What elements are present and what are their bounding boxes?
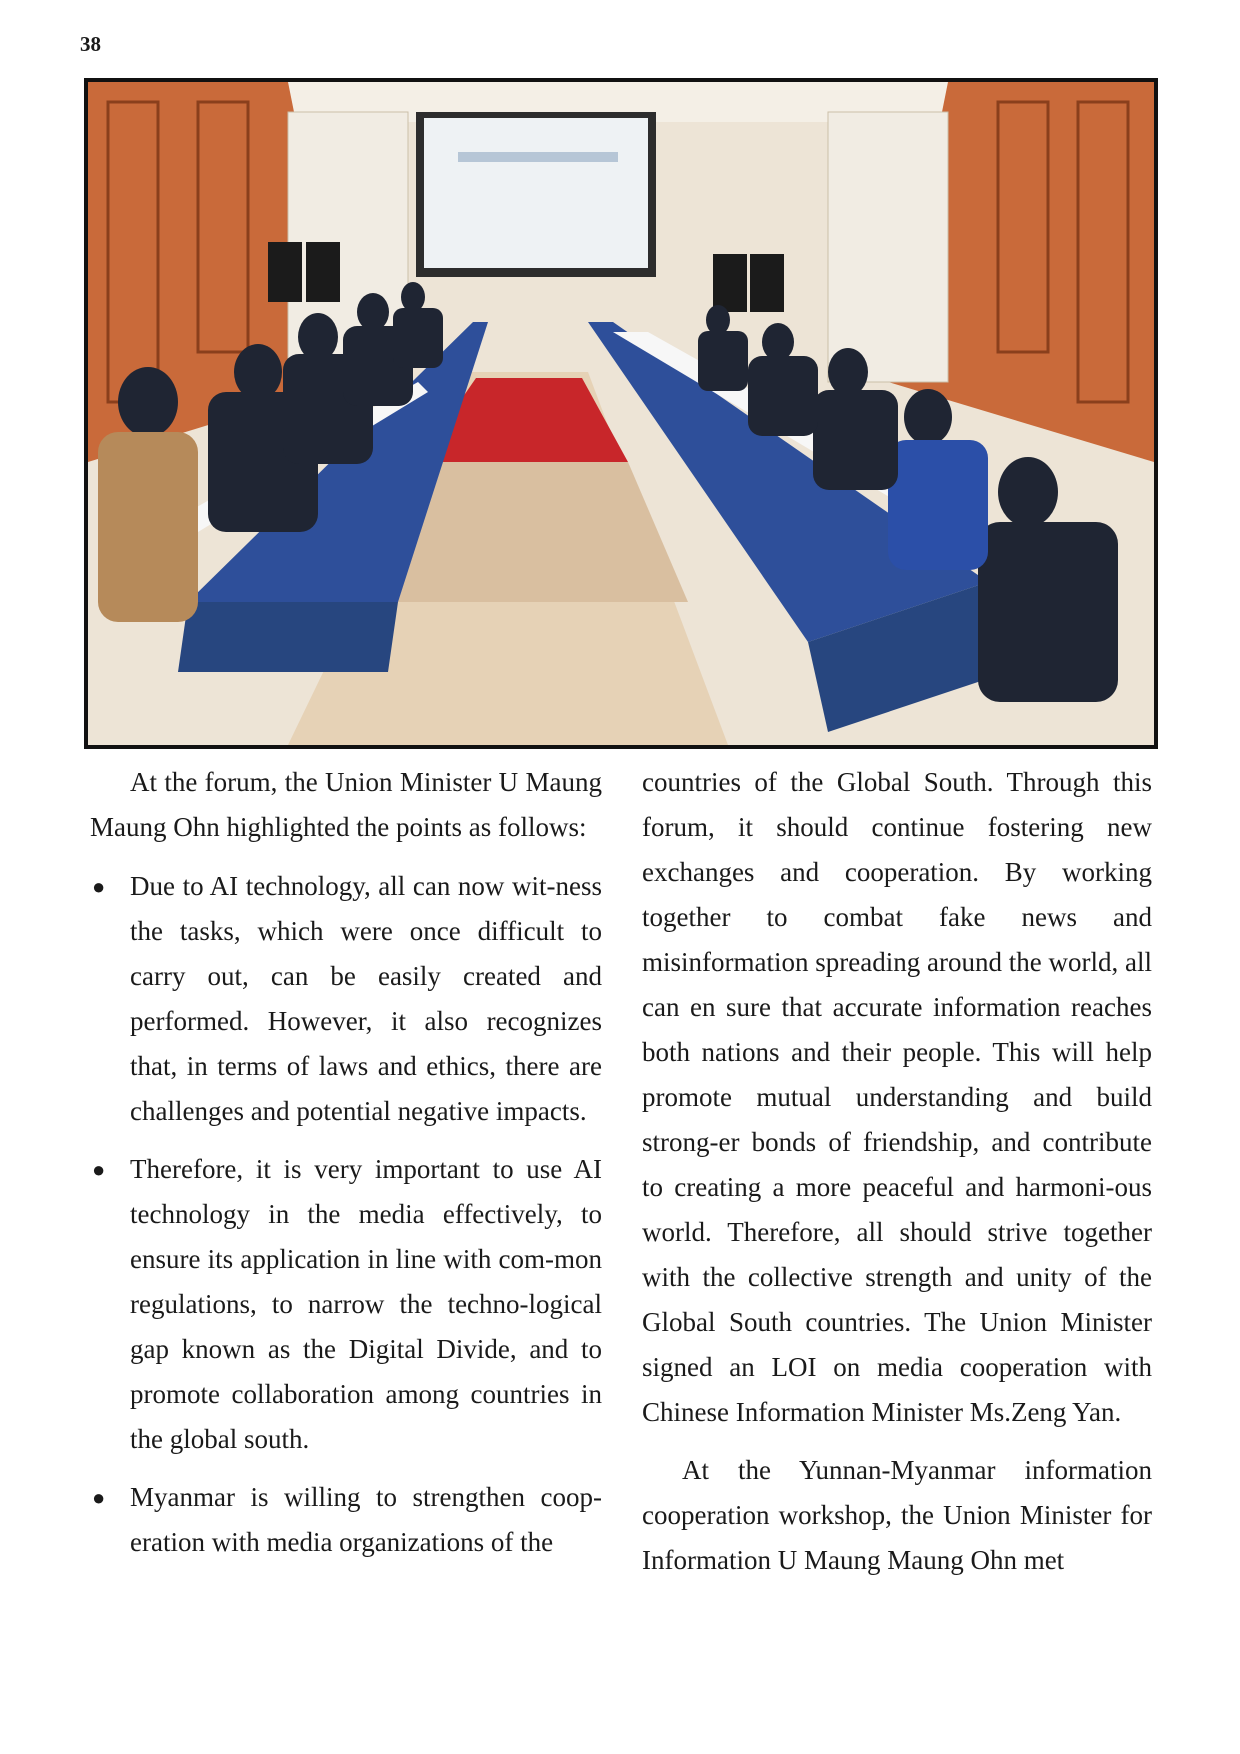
workshop-paragraph: At the Yunnan-Myanmar information cooperation workshop, the Union Minister for Information U Maung Maung Ohn met (642, 1455, 1152, 1575)
page-number: 38 (80, 32, 101, 56)
bullet-text: Due to AI technology, all can now wit-ness the tasks, which were once difficult to carry out, can be easily created and performed. However, it also recognizes that, in terms of laws and ethics, there are challenges and potential negative impacts. (130, 871, 602, 1126)
bullet-item (90, 1147, 602, 1462)
bullet-item (90, 864, 602, 1134)
intro-paragraph: At the forum, the Union Minister U Maung Maung Ohn highlighted the points as follows: (90, 767, 602, 842)
bullet-icon: ● (92, 1157, 106, 1182)
right-column (642, 760, 1152, 1596)
left-column (90, 760, 602, 1578)
meeting-photo (84, 78, 1158, 749)
continuation-paragraph: countries of the Global South. Through this forum, it should continue fostering new exchanges and cooperation. By working together to combat fake news and misinformation spreading around the world, all can en sure that accurate information reaches both nations and their people. This will help promote mutual understanding and build strong-er bonds of friendship, and contribute to creating a more peaceful and harmoni-ous world. Therefore, all should strive together with the collective strength and unity of the Global South countries. The Union Minister signed an LOI on media cooperation with Chinese Information Minister Ms.Zeng Yan. (642, 767, 1152, 1427)
bullet-list (90, 864, 602, 1565)
bullet-icon: ● (92, 1485, 106, 1510)
meeting-photo-illustration (88, 82, 1154, 745)
bullet-text: Therefore, it is very important to use AI technology in the media effectively, to ensure its application in line with com-mon regulations, to narrow the techno-logical gap known as the Digital Divide, and to promote collaboration among countries in the global south. (130, 1154, 602, 1454)
bullet-text: Myanmar is willing to strengthen coop-eration with media organizations of the (130, 1482, 602, 1557)
bullet-item (90, 1475, 602, 1565)
bullet-icon: ● (92, 874, 106, 899)
